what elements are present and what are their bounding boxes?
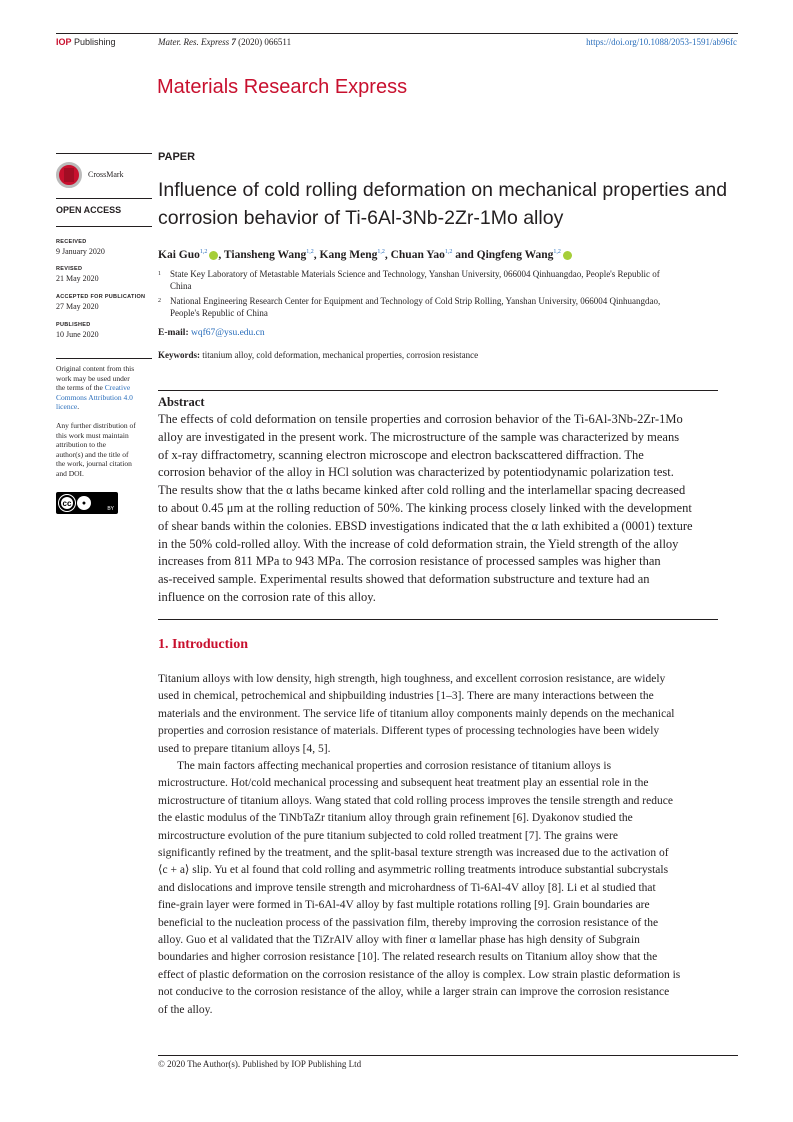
journal-title[interactable]: Materials Research Express [157, 76, 408, 98]
journal-year-article: (2020) 066511 [238, 37, 292, 47]
abstract-line: The results show that the α laths became kinked after cold rolling and the interlamellar spacing decreased [158, 483, 686, 498]
distribution-line: attribution to the [56, 440, 106, 449]
license-end: . [77, 402, 80, 411]
author-affiliation-sup: 1,2 [306, 249, 314, 256]
open-access-label: OPEN ACCESS [56, 205, 122, 215]
author-affiliation-sup: 1,2 [377, 249, 385, 256]
license-line: the terms of the [56, 383, 105, 392]
author[interactable] [224, 249, 314, 261]
abstract-line: of shear bands within the colonies. EBSD investigations indicated that the α lath exhibited a (0001) texture [158, 518, 693, 533]
sidebar-rule [56, 226, 152, 227]
orcid-icon[interactable] [209, 251, 218, 260]
journal-abbrev: Mater. Res. Express [158, 37, 230, 47]
publisher-name: Publishing [74, 37, 116, 47]
keywords-text: titanium alloy, cold deformation, mechanical properties, corrosion resistance [202, 350, 479, 360]
cc-icon: cc [59, 495, 75, 511]
title-line: Influence of cold rolling deformation on mechanical properties and [158, 179, 728, 201]
published-label: PUBLISHED [56, 322, 91, 328]
license-line: Original content from this [56, 364, 135, 373]
intro-paragraph-1 [158, 671, 738, 758]
keywords [158, 350, 478, 360]
accepted-label: ACCEPTED FOR PUBLICATION [56, 294, 146, 300]
distribution-line: and DOI. [56, 468, 84, 478]
author-name: Chuan Yao [390, 249, 445, 261]
journal-reference [158, 37, 291, 47]
affiliation-number: 1 [158, 271, 161, 277]
affiliation [158, 295, 738, 319]
body-line: alloy. Guo et al validated that the TiZrAlV alloy with finer α lamellar phase has high density of Subgrain [158, 934, 640, 947]
revised-date: 21 May 2020 [56, 274, 99, 283]
body-line: mircostructure evolution of the pure titanium subjected to cold rolled treatment [7]. The grains were [158, 829, 618, 842]
intro-paragraph-2 [158, 758, 738, 1019]
body-line: not conducive to the corrosion resistance of the alloy, while a larger strain can improve the corrosion resistance [158, 986, 670, 999]
copyright-notice: © 2020 The Author(s). Published by IOP Publishing Ltd [158, 1059, 362, 1069]
body-line: microstructure. Hot/cold mechanical processing and subsequent heat treatment play an essential role in the [158, 777, 649, 790]
abstract-line: influence on the corrosion rate of this alloy. [158, 589, 376, 604]
affiliation-line: National Engineering Research Center for Equipment and Technology of Cold Strip Rolling, Yanshan University, 066004 Qinhuangdao, [170, 296, 661, 306]
author-name: and Qingfeng Wang [455, 249, 554, 261]
author-name: Kang Meng [319, 249, 378, 261]
body-line: significantly refined by the treatment, and the split-basal texture strength was increased due to the activation of [158, 847, 669, 860]
body-line: materials and the environment. The service life of titanium alloy components mainly depends on the mechanical [158, 707, 675, 720]
author[interactable] [320, 249, 385, 261]
keywords-label: Keywords: [158, 350, 200, 360]
abstract-heading: Abstract [158, 395, 205, 409]
abstract-line: of x-ray diffractometry, scanning electron microscope and electron backscattered diffraction. The [158, 447, 644, 462]
article-title [158, 176, 738, 232]
received-date: 9 January 2020 [56, 247, 105, 256]
abstract-text [158, 411, 738, 607]
license-link[interactable]: Creative [104, 383, 131, 392]
author[interactable] [158, 249, 218, 261]
license-link[interactable]: licence [56, 402, 78, 411]
orcid-icon[interactable] [563, 251, 572, 260]
email-link[interactable]: wqf67@ysu.edu.cn [190, 328, 265, 338]
author-affiliation-sup: 1,2 [444, 249, 453, 256]
license-link[interactable]: Commons Attribution 4.0 [56, 392, 133, 402]
author-list: Kai Guo$^{1,2}$ , Tiansheng Wang$^{1,2}$, Kang Meng$^{1,2}$, Chuan Yao$^{1,2}$ and Qingfeng Wang$^{1,2}$ [158, 249, 572, 261]
corresponding-email [158, 328, 265, 338]
body-line: The main factors affecting mechanical properties and corrosion resistance of titanium alloys is [177, 760, 612, 772]
body-line: properties and corrosion resistance of materials. Different types of processing technologies have been widely [158, 725, 660, 738]
body-line: of the alloy. [158, 1003, 213, 1016]
body-line: boundaries and higher corrosion resistance [10]. The related research results on Titanium alloy show that the [158, 951, 658, 964]
abstract-line: increases from 811 MPa to 943 MPa. The corrosion resistance of processed samples was higher than [158, 554, 661, 569]
journal-volume: 7 [231, 37, 236, 47]
distribution-note [56, 421, 152, 478]
footer-rule [158, 1055, 738, 1056]
body-line: used in chemical, petrochemical and shipbuilding industries [1–3]. There are many interactions between the [158, 690, 654, 703]
license-line: work may be used under [56, 373, 130, 383]
article-type: PAPER [158, 151, 196, 163]
author-name: Tiansheng Wang [223, 249, 307, 261]
header-rule [56, 33, 738, 34]
author-affiliation-sup: 1,2 [553, 249, 561, 256]
cc-by-label: BY [107, 506, 114, 512]
abstract-top-rule [158, 390, 718, 391]
published-date: 10 June 2020 [56, 330, 99, 339]
affiliation-number: 2 [158, 298, 161, 304]
crossmark-badge[interactable] [56, 153, 152, 191]
author[interactable] [391, 249, 453, 261]
body-line: effect of plastic deformation on the corrosion resistance of the alloy is complex. Low strain plastic deformation is [158, 968, 681, 981]
email-label: E-mail: [158, 328, 189, 338]
affiliation-line: China [170, 281, 192, 291]
abstract-line: to about 0.45 μm at the rolling reduction of 50%. The kinking process closely linked with the development [158, 500, 692, 515]
body-line: beneficial to the nucleation process of the passivation film, thereby improving the corrosion resistance of the [158, 916, 659, 929]
abstract-line: alloy are investigated in the present work. The microstructure of the sample was characterized by means [158, 429, 680, 444]
revised-label: REVISED [56, 266, 83, 272]
body-line: microstructure of titanium alloys. Wang stated that cold rolling process improves the tensile strength and reduce [158, 794, 673, 807]
abstract-bottom-rule [158, 619, 718, 620]
crossmark-label: CrossMark [88, 170, 124, 179]
body-line: fine-grain layer were formed in Ti-6Al-4V alloy by fast multiple rotations rolling [9]. Grain boundaries are [158, 899, 650, 912]
title-line: corrosion behavior of Ti-6Al-3Nb-2Zr-1Mo alloy [158, 207, 564, 229]
affiliation [158, 268, 738, 292]
accepted-date: 27 May 2020 [56, 302, 99, 311]
distribution-line: the work, journal citation [56, 459, 132, 468]
affiliation-line: People's Republic of China [170, 308, 268, 318]
publisher-mark: IOP [56, 37, 72, 47]
author-affiliation-sup: 1,2 [199, 249, 208, 256]
body-line: and dislocations and improve tensile strength and microhardness of Ti-6Al-4V alloy [8]. Li et al studied that [158, 881, 656, 894]
crossmark-icon [56, 162, 82, 188]
sidebar-rule [56, 358, 152, 359]
abstract-line: The effects of cold deformation on tensile properties and corrosion behavior of the Ti-6Al-3Nb-2Zr-1Mo [158, 412, 683, 426]
cc-by-license-icon[interactable] [56, 492, 118, 514]
body-line: Titanium alloys with low density, high strength, high toughness, and excellent corrosion resistance, are widely [158, 673, 666, 685]
affiliation-line: State Key Laboratory of Metastable Materials Science and Technology, Yanshan University, 066004 Qinhuangdao, People's Republic of [170, 269, 660, 279]
body-line: ⟨c + a⟩ slip. Yu et al found that cold rolling and asymmetric rolling treatments introduce substantial subcrystals [158, 864, 669, 877]
body-line: the elastic modulus of the TiNbTaZr titanium alloy through grain refinement [6]. Dyakonov studied the [158, 812, 633, 825]
author-name: Kai Guo [158, 249, 200, 261]
distribution-line: author(s) and the title of [56, 449, 129, 459]
abstract-line: as-received sample. Experimental results showed that deformation substructure and texture had an [158, 572, 650, 587]
publisher-logo[interactable] [56, 37, 116, 47]
license-note [56, 364, 152, 412]
distribution-line: Any further distribution of [56, 421, 136, 430]
abstract-line: in the 50% cold-rolled alloy. With the increase of cold deformation strain, the Yield strength of the alloy [158, 536, 679, 551]
attribution-person-icon: ● [77, 496, 91, 510]
author[interactable] [455, 249, 572, 261]
section-heading-introduction: 1. Introduction [158, 637, 248, 652]
body-line: used to prepare titanium alloys [4, 5]. [158, 742, 331, 755]
sidebar-rule [56, 198, 152, 199]
distribution-line: this work must maintain [56, 430, 129, 440]
abstract-line: corrosion behavior of the alloy in HCl solution was characterized by potentiodynamic polarization test. [158, 465, 674, 480]
doi-link[interactable]: https://doi.org/10.1088/2053-1591/ab96fc [586, 37, 737, 47]
received-label: RECEIVED [56, 239, 87, 245]
